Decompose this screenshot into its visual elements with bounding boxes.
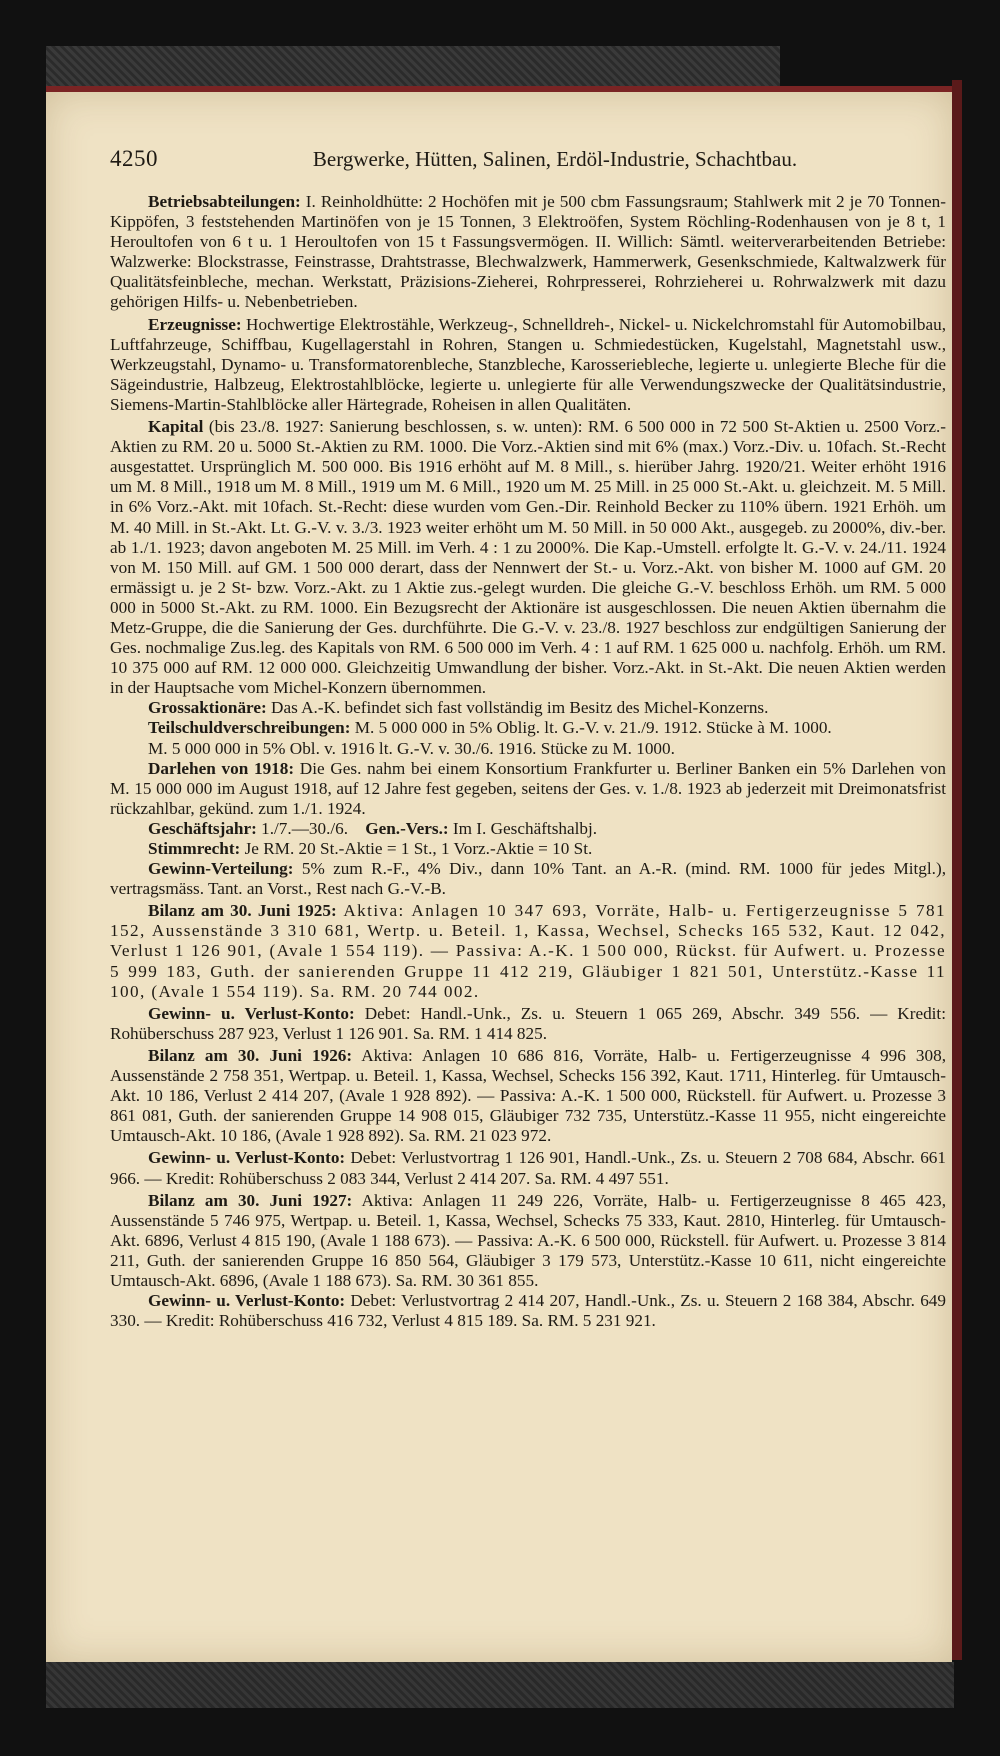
paragraph-erzeugnisse: Erzeugnisse: Hochwertige Elektrostähle, Werkzeug-, Schnelldreh-, Nickel- u. Nickelchromstahl für Automobilbau, Luftfahrzeuge, Schiffbau, Kugellagerstahl in Rohren, Stangen u. Schmiedestücken, Kugelstahl, Magnetstahl usw., Werkzeugstahl, Dynamo- u. Transformatorenbleche, Stanzbleche, Karosseriebleche, legierte u. unlegierte Bleche für die Sägeindustrie, Halbzeug, Elektrostahlblöcke, legierte u. unlegierte für alle Verwendungszwecke der Qualitätsindustrie, Siemens-Martin-Stahlblöcke aller Härtegrade, Roheisen in allen Qualitäten.: [110, 314, 946, 414]
paragraph-grossaktionaere: Grossaktionäre: Das A.-K. befindet sich fast vollständig im Besitz des Michel-Konzerns.: [148, 698, 769, 718]
page-text: [110, 146, 946, 1331]
book-cover-top: [46, 46, 780, 88]
paragraph-bilanz-1926: Bilanz am 30. Juni 1926: Aktiva: Anlagen 10 686 816, Vorräte, Halb- u. Fertigerzeugnisse 4 996 308, Aussenstände 2 758 351, Wertpap. u. Beteil. 1, Kassa, Wechsel, Schecks 156 392, Kaut. 1711, Hinterleg. für Umtausch-Akt. 10 186, Verlust 2 414 207, (Avale 1 928 892). — Passiva: A.-K. 1 500 000, Rückstell. für Aufwert. u. Prozesse 3 861 081, Guth. der sanierenden Gruppe 14 908 015, Gläubiger 732 735, Unterstütz.-Kasse 11 955, nicht eingereichte Umtausch-Akt. 10 186, (Avale 1 928 892). Sa. RM. 21 023 972.: [110, 1045, 946, 1146]
book-spine: [952, 80, 962, 1660]
page-number: 4250: [110, 146, 158, 171]
paragraph-gewinn-verteilung: Gewinn-Verteilung: 5% zum R.-F., 4% Div., dann 10% Tant. an A.-R. (mind. RM. 1000 für jedes Mitgl.), vertragsmäss. Tant. an Vorst., Rest nach G.-V.-B.: [110, 859, 946, 899]
paragraph-kapital: Kapital (bis 23./8. 1927: Sanierung beschlossen, s. w. unten): RM. 6 500 000 in 72 500 St-Aktien u. 2500 Vorz.-Aktien zu RM. 20 u. 5000 St.-Aktien zu RM. 1000. Die Vorz.-Aktien sind mit 6% (max.) Vorz.-Div. u. 10fach. St.-Recht ausgestattet. Ursprünglich M. 500 000. Bis 1916 erhöht auf M. 8 Mill., s. hierüber Jahrg. 1920/21. Weiter erhöht 1916 um M. 8 Mill., 1918 um M. 8 Mill., 1919 um M. 6 Mill., 1920 um M. 25 Mill. in 25 000 St.-Akt. u. gleichzeit. M. 5 Mill. in 6% Vorz.-Akt. mit 10fach. St.-Recht: diese wurden vom Gen.-Dir. Reinhold Becker zu 110% übern. 1921 Erhöh. um M. 40 Mill. in St.-Akt. Lt. G.-V. v. 3./3. 1923 weiter erhöht um M. 50 Mill. in 50 000 Akt., ausgegeb. zu 2000%, div.-ber. ab 1./1. 1923; davon angeboten M. 25 Mill. im Verh. 4 : 1 zu 2000%. Die Kap.-Umstell. erfolgte lt. G.-V. v. 24./11. 1924 von M. 150 Mill. auf GM. 1 500 000 derart, dass der Nennwert der St.- u. Vorz.-Akt. von bisher M. 1000 auf GM. 20 ermässigt u. je 2 St- bzw. Vorz.-Akt. zu 1 Aktie zus.-gelegt wurden. Die gleiche G.-V. beschloss Erhöh. um RM. 5 000 000 in 5000 St.-Akt. zu RM. 1000. Ein Bezugsrecht der Aktionäre ist ausgeschlossen. Die neuen Aktien übernahm die Metz-Gruppe, die die Sanierung der Ges. durchführte. Die G.-V. v. 23./8. 1927 beschloss zur endgültigen Sanierung der Ges. nochmalige Zus.leg. des Kapitals von RM. 6 500 000 im Verh. 4 : 1 auf RM. 1 625 000 u. nachfolg. Erhöh. um RM. 10 375 000 auf RM. 12 000 000. Gleichzeitig Umwandlung der bisher. Vorz.-Akt. in St.-Akt. Die neuen Aktien werden in der Hauptsache vom Michel-Konzern übernommen.: [110, 417, 946, 698]
paragraph-darlehen: Darlehen von 1918: Die Ges. nahm bei einem Konsortium Frankfurter u. Berliner Banken ein 5% Darlehen von M. 15 000 000 im August 1918, auf 12 Jahre fest gegeben, seitens der Ges. v. 1./8. 1923 ab jederzeit mit Dreimonatsfrist rückzahlbar, gekünd. zum 1./1. 1924.: [110, 758, 946, 818]
paragraph-geschaeftsjahr: Geschäftsjahr: 1./7.—30./6. Gen.-Vers.: Im I. Geschäftshalbj.: [148, 818, 598, 838]
paragraph-betriebsabteilungen: Betriebsabteilungen: I. Reinholdhütte: 2 Hochöfen mit je 500 cbm Fassungsraum; Stahlwerk mit 2 je 70 Tonnen-Kippöfen, 3 feststehenden Martinöfen von je 15 Tonnen, 3 Elektroöfen, System Röchling-Rodenhausen von je 8 t, 1 Heroultofen von 6 t u. 1 Heroultofen von 15 t Fassungsvermögen. II. Willich: Sämtl. weiterverarbeitenden Betriebe: Walzwerke: Blockstrasse, Feinstrasse, Drahtstrasse, Blechwalzwerk, Hammerwerk, Gesenkschmiede, Kaltwalzwerk für Qualitätsfeinbleche, mechan. Werkstatt, Präzisions-Zieherei, Rohrpresserei, Rohrzieherei u. Rohrwalzwerk mit dazu gehörigen Hilfs- u. Nebenbetrieben.: [110, 192, 946, 312]
book-cover-bottom: [46, 1662, 954, 1708]
paragraph-bilanz-1927: Bilanz am 30. Juni 1927: Aktiva: Anlagen 11 249 226, Vorräte, Halb- u. Fertigerzeugnisse 8 465 423, Aussenstände 5 746 975, Wertpap. u. Beteil. 1, Kassa, Wechsel, Schecks 75 333, Kaut. 2810, Hinterleg. für Umtausch-Akt. 6896, Verlust 4 815 190, (Avale 1 188 673). — Passiva: A.-K. 6 500 000, Rückstell. für Aufwert. u. Prozesse 3 814 211, Guth. der sanierenden Gruppe 16 850 564, Gläubiger 3 179 573, Unterstütz.-Kasse 10 611, nicht eingereichte Umtausch-Akt. 6896, (Avale 1 188 673). Sa. RM. 30 361 855.: [110, 1190, 947, 1290]
paragraph-bilanz-1925: Bilanz am 30. Juni 1925: Aktiva: Anlagen 10 347 693, Vorräte, Halb- u. Fertigerzeugnisse 5 781 152, Aussenstände 3 310 681, Wertp. u. Beteil. 1, Kassa, Wechsel, Schecks 165 532, Kaut. 12 042, Verlust 1 126 901, (Avale 1 554 119). — Passiva: A.-K. 1 500 000, Rückst. für Aufwert. u. Prozesse 5 999 183, Guth. der sanierenden Gruppe 11 412 219, Gläubiger 1 821 501, Unterstütz.-Kasse 11 100, (Avale 1 554 119). Sa. RM. 20 744 002.: [110, 901, 946, 1001]
paragraph-obligationen-1916: M. 5 000 000 in 5% Obl. v. 1916 lt. G.-V. v. 30./6. 1916. Stücke zu M. 1000.: [148, 738, 675, 758]
book-page: [46, 86, 952, 1662]
page-header: [110, 146, 946, 172]
paragraph-guv-1927: Gewinn- u. Verlust-Konto: Debet: Verlustvortrag 2 414 207, Handl.-Unk., Zs. u. Steuern 2 168 384, Abschr. 649 330. — Kredit: Rohüberschuss 416 732, Verlust 4 815 189. Sa. RM. 5 231 921.: [110, 1291, 946, 1331]
running-title: Bergwerke, Hütten, Salinen, Erdöl-Industrie, Schachtbau.: [312, 147, 798, 171]
paragraph-teilschuldverschreibungen: Teilschuldverschreibungen: M. 5 000 000 in 5% Oblig. lt. G.-V. v. 21./9. 1912. Stücke à M. 1000.: [148, 718, 832, 738]
paragraph-guv-1926: Gewinn- u. Verlust-Konto: Debet: Verlustvortrag 1 126 901, Handl.-Unk., Zs. u. Steuern 2 708 684, Abschr. 661 966. — Kredit: Rohüberschuss 2 083 344, Verlust 2 414 207. Sa. RM. 4 497 551.: [110, 1148, 946, 1188]
paragraph-stimmrecht: Stimmrecht: Je RM. 20 St.-Aktie = 1 St., 1 Vorz.-Aktie = 10 St.: [148, 839, 593, 858]
paragraph-guv-1925: Gewinn- u. Verlust-Konto: Debet: Handl.-Unk., Zs. u. Steuern 1 065 269, Abschr. 349 556. — Kredit: Rohüberschuss 287 923, Verlust 1 126 901. Sa. RM. 1 414 825.: [110, 1003, 946, 1043]
